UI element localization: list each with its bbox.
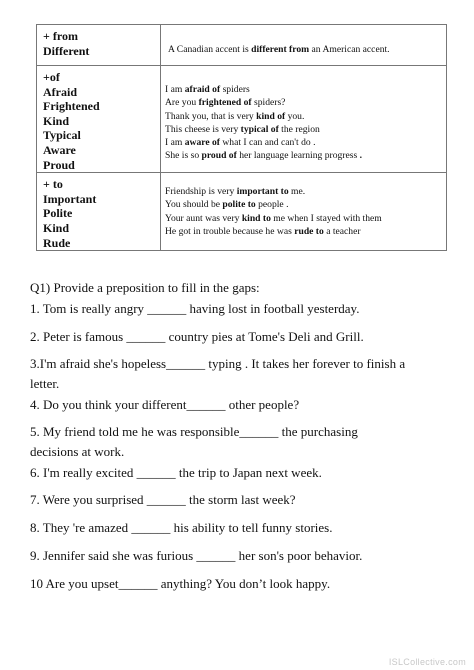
adjective-label: + from (43, 29, 78, 43)
example-sentence (165, 212, 446, 225)
example-sentence (165, 83, 446, 96)
sentence-text: This cheese is very (165, 123, 241, 135)
exercise-question (30, 547, 450, 564)
table-row-of (37, 66, 447, 173)
adjective-label: Rude (43, 235, 71, 250)
exercise-question (30, 328, 450, 345)
question-line: letter. (30, 376, 60, 391)
heads-cell (37, 66, 161, 173)
adjective-list-from (37, 25, 160, 58)
highlighted-phrase: important to (236, 186, 289, 198)
adjective-list-to (37, 173, 160, 250)
question-line: 2. Peter is famous ______ country pies at Tome's Deli and Grill. (30, 329, 364, 344)
adjective-label: + to (43, 177, 63, 192)
sentence-text: me. (288, 186, 306, 198)
adjective-label: Kind (43, 113, 70, 128)
highlighted-phrase: kind of (256, 110, 286, 122)
example-sentence (168, 43, 446, 56)
example-sentence (165, 185, 446, 198)
question-line: 6. I'm really excited ______ the trip to Japan next week. (30, 465, 322, 480)
watermark: ISLCollective.com (388, 657, 466, 667)
question-line: 3.I'm afraid she's hopeless______ typing . It takes her forever to finish a (30, 356, 406, 371)
sentence-text: You should be (165, 199, 223, 211)
adjective-preposition-table (36, 24, 447, 251)
sentence-text: He got in trouble because he was (165, 226, 295, 238)
sentence-text: spiders? (251, 97, 286, 109)
sentence-text: the region (278, 123, 320, 135)
question-line: 8. They 're amazed ______ his ability to tell funny stories. (30, 520, 333, 535)
example-list-from (161, 25, 446, 56)
heads-cell (37, 25, 161, 66)
exercise-title: Q1) Provide a preposition to fill in the gaps: (30, 280, 260, 295)
highlighted-phrase: different from (251, 44, 310, 55)
exercise-question (30, 464, 450, 481)
example-sentence (165, 225, 446, 238)
sentence-text: Thank you, that is very (165, 110, 257, 122)
sentence-text: people . (255, 199, 289, 211)
adjective-label: Kind (43, 220, 70, 235)
exercise-question (30, 300, 450, 317)
exercise-question (30, 396, 450, 413)
example-sentence (165, 149, 446, 162)
example-sentence (165, 136, 446, 149)
highlighted-phrase: polite to (222, 199, 256, 211)
adjective-label: Aware (43, 142, 76, 157)
sentence-text: I am (165, 137, 185, 149)
table-row-to (37, 173, 447, 251)
highlighted-phrase: frightened of (198, 97, 252, 109)
highlighted-phrase: . (359, 150, 363, 162)
exercise-question (30, 423, 450, 460)
highlighted-phrase: afraid of (184, 84, 221, 95)
adjective-label: Different (43, 43, 90, 58)
adjective-label: Polite (43, 206, 73, 221)
sentence-text: spiders (220, 84, 250, 95)
sentence-text: me when I stayed with them (270, 212, 382, 224)
question-line: 4. Do you think your different______ other people? (30, 397, 300, 412)
sentence-text: an American accent. (309, 44, 390, 55)
examples-cell (161, 66, 447, 173)
highlighted-phrase: rude to (294, 226, 324, 238)
adjective-label: Proud (43, 157, 75, 172)
highlighted-phrase: typical of (240, 123, 279, 135)
question-line: 10 Are you upset______ anything? You don’t look happy. (30, 576, 331, 591)
question-line: decisions at work. (30, 444, 125, 459)
adjective-list-of (37, 66, 160, 172)
sentence-text: Friendship is very (165, 186, 237, 198)
highlighted-phrase: kind to (241, 212, 271, 224)
question-line: 1. Tom is really angry ______ having lost in football yesterday. (30, 301, 360, 316)
example-list-of (161, 66, 446, 163)
heads-cell (37, 173, 161, 251)
adjective-label: Important (43, 191, 97, 206)
sentence-text: Are you (165, 97, 199, 109)
example-sentence (165, 198, 446, 211)
example-sentence (165, 96, 446, 109)
example-list-to (161, 173, 446, 238)
sentence-text: A Canadian accent is (168, 44, 252, 55)
highlighted-phrase: proud of (201, 150, 237, 162)
question-line: 7. Were you surprised ______ the storm last week? (30, 492, 296, 507)
adjective-label: +of (43, 70, 60, 84)
adjective-label: Afraid (43, 84, 77, 99)
examples-cell (161, 173, 447, 251)
example-sentence (165, 110, 446, 123)
question-line: 5. My friend told me he was responsible______ the purchasing (30, 424, 358, 439)
highlighted-phrase: aware of (184, 137, 220, 149)
table-row-from (37, 25, 447, 66)
exercise-question (30, 491, 450, 508)
sentence-text: a teacher (323, 226, 361, 238)
examples-cell (161, 25, 447, 66)
adjective-label: Typical (43, 128, 81, 143)
adjective-label: Frightened (43, 99, 100, 114)
example-sentence (165, 123, 446, 136)
sentence-text: Your aunt was very (165, 212, 242, 224)
exercise-question (30, 355, 450, 392)
exercise-question (30, 519, 450, 536)
question-line: 9. Jennifer said she was furious ______ her son's poor behavior. (30, 548, 363, 563)
sentence-text: what I can and can't do . (219, 137, 316, 149)
sentence-text: She is so (165, 150, 202, 162)
sentence-text: her language learning progress (236, 150, 360, 162)
sentence-text: you. (285, 110, 305, 122)
exercise-question (30, 575, 450, 592)
sentence-text: I am (165, 84, 185, 95)
